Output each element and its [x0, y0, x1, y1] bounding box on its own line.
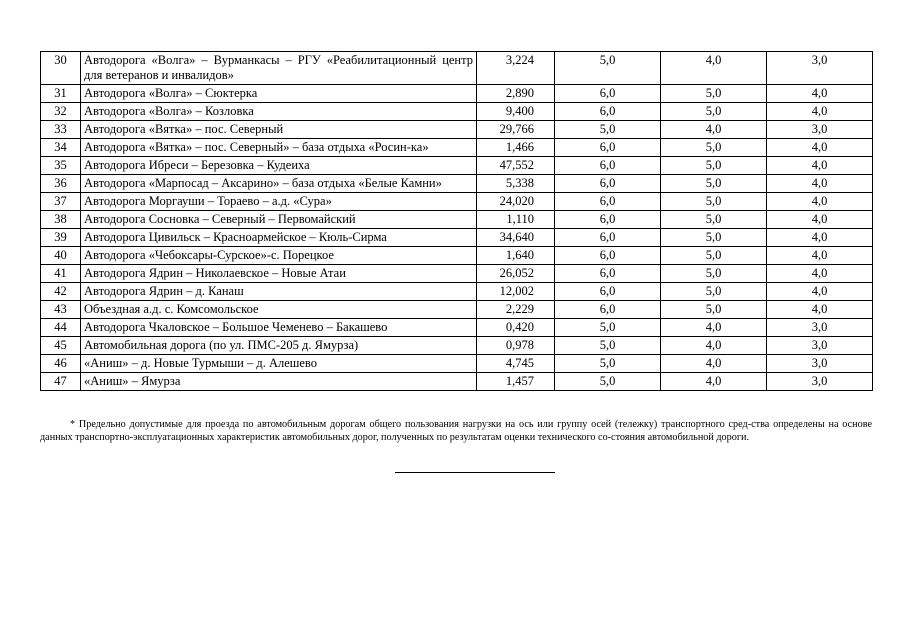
load-value-cell-3: 3,0	[767, 319, 873, 337]
load-value-cell-2: 5,0	[661, 247, 767, 265]
table-row	[41, 247, 873, 265]
road-name-cell: Автодорога «Вятка» – пос. Северный	[81, 121, 477, 139]
load-value-cell-1: 5,0	[555, 52, 661, 85]
table-row	[41, 337, 873, 355]
row-number-cell: 33	[41, 121, 81, 139]
road-length-cell: 24,020	[477, 193, 555, 211]
load-value-cell-2: 5,0	[661, 85, 767, 103]
footnote: * Предельно допустимые для проезда по автомобильным дорогам общего пользования нагрузки на ось или группу осей (тележку) транспортного сред-ства определены на основе данных транспортно-эксплуатационных характеристик автомобильных дорог, полученных по результатам оценки технического со-стояния автомобильной дороги.	[40, 419, 872, 443]
load-value-cell-2: 4,0	[661, 355, 767, 373]
load-value-cell-2: 4,0	[661, 121, 767, 139]
road-length-cell: 5,338	[477, 175, 555, 193]
table-row	[41, 229, 873, 247]
load-value-cell-3: 3,0	[767, 337, 873, 355]
load-value-cell-1: 6,0	[555, 139, 661, 157]
load-value-cell-2: 5,0	[661, 211, 767, 229]
load-value-cell-2: 5,0	[661, 157, 767, 175]
table-row	[41, 301, 873, 319]
table-row	[41, 355, 873, 373]
road-length-cell: 1,640	[477, 247, 555, 265]
load-value-cell-2: 5,0	[661, 283, 767, 301]
row-number-cell: 36	[41, 175, 81, 193]
road-length-cell: 29,766	[477, 121, 555, 139]
row-number-cell: 38	[41, 211, 81, 229]
road-name-cell: Автодорога Моргауши – Тораево – а.д. «Сура»	[81, 193, 477, 211]
table-row	[41, 103, 873, 121]
road-name-cell: Автодорога Ядрин – д. Канаш	[81, 283, 477, 301]
road-length-cell: 47,552	[477, 157, 555, 175]
load-value-cell-2: 4,0	[661, 52, 767, 85]
road-length-cell: 2,890	[477, 85, 555, 103]
load-value-cell-3: 4,0	[767, 157, 873, 175]
row-number-cell: 47	[41, 373, 81, 391]
load-value-cell-3: 4,0	[767, 211, 873, 229]
load-value-cell-1: 5,0	[555, 319, 661, 337]
load-value-cell-2: 5,0	[661, 229, 767, 247]
load-value-cell-3: 4,0	[767, 103, 873, 121]
row-number-cell: 43	[41, 301, 81, 319]
row-number-cell: 32	[41, 103, 81, 121]
road-length-cell: 2,229	[477, 301, 555, 319]
load-value-cell-1: 6,0	[555, 283, 661, 301]
roads-table-body	[41, 52, 873, 391]
road-length-cell: 12,002	[477, 283, 555, 301]
load-value-cell-3: 4,0	[767, 139, 873, 157]
table-row	[41, 373, 873, 391]
row-number-cell: 35	[41, 157, 81, 175]
load-value-cell-3: 4,0	[767, 193, 873, 211]
load-value-cell-3: 4,0	[767, 265, 873, 283]
roads-table	[40, 51, 873, 391]
road-name-cell: Автомобильная дорога (по ул. ПМС-205 д. Ямурза)	[81, 337, 477, 355]
load-value-cell-1: 6,0	[555, 193, 661, 211]
load-value-cell-2: 4,0	[661, 319, 767, 337]
road-name-cell: Автодорога «Чебоксары-Сурское»-с. Порецкое	[81, 247, 477, 265]
road-name-cell: Автодорога Ядрин – Николаевское – Новые Атаи	[81, 265, 477, 283]
row-number-cell: 45	[41, 337, 81, 355]
load-value-cell-2: 5,0	[661, 175, 767, 193]
table-row	[41, 319, 873, 337]
row-number-cell: 46	[41, 355, 81, 373]
table-row	[41, 265, 873, 283]
load-value-cell-3: 3,0	[767, 52, 873, 85]
road-name-cell: Автодорога Ибреси – Березовка – Кудеиха	[81, 157, 477, 175]
load-value-cell-3: 3,0	[767, 373, 873, 391]
load-value-cell-1: 6,0	[555, 157, 661, 175]
row-number-cell: 44	[41, 319, 81, 337]
row-number-cell: 39	[41, 229, 81, 247]
road-name-cell: Автодорога «Волга» – Вурманкасы – РГУ «Реабилитационный центр для ветеранов и инвалидов»	[81, 52, 477, 85]
load-value-cell-1: 6,0	[555, 85, 661, 103]
load-value-cell-3: 4,0	[767, 175, 873, 193]
load-value-cell-1: 5,0	[555, 337, 661, 355]
table-row	[41, 283, 873, 301]
road-name-cell: «Аниш» – д. Новые Турмыши – д. Алешево	[81, 355, 477, 373]
load-value-cell-1: 6,0	[555, 301, 661, 319]
load-value-cell-3: 4,0	[767, 283, 873, 301]
load-value-cell-1: 6,0	[555, 229, 661, 247]
road-length-cell: 1,466	[477, 139, 555, 157]
row-number-cell: 37	[41, 193, 81, 211]
load-value-cell-3: 4,0	[767, 301, 873, 319]
load-value-cell-2: 4,0	[661, 373, 767, 391]
load-value-cell-1: 6,0	[555, 211, 661, 229]
road-length-cell: 3,224	[477, 52, 555, 85]
load-value-cell-1: 6,0	[555, 265, 661, 283]
load-value-cell-1: 5,0	[555, 355, 661, 373]
row-number-cell: 40	[41, 247, 81, 265]
table-row	[41, 121, 873, 139]
load-value-cell-3: 4,0	[767, 85, 873, 103]
road-length-cell: 0,978	[477, 337, 555, 355]
load-value-cell-2: 5,0	[661, 265, 767, 283]
load-value-cell-1: 5,0	[555, 373, 661, 391]
road-length-cell: 26,052	[477, 265, 555, 283]
road-length-cell: 4,745	[477, 355, 555, 373]
road-name-cell: Автодорога «Марпосад – Аксарино» – база отдыха «Белые Камни»	[81, 175, 477, 193]
road-length-cell: 1,457	[477, 373, 555, 391]
row-number-cell: 31	[41, 85, 81, 103]
load-value-cell-2: 5,0	[661, 139, 767, 157]
load-value-cell-3: 3,0	[767, 355, 873, 373]
table-row	[41, 211, 873, 229]
row-number-cell: 30	[41, 52, 81, 85]
road-name-cell: Объездная а.д. с. Комсомольское	[81, 301, 477, 319]
load-value-cell-2: 4,0	[661, 337, 767, 355]
road-length-cell: 1,110	[477, 211, 555, 229]
table-row	[41, 157, 873, 175]
load-value-cell-1: 6,0	[555, 103, 661, 121]
row-number-cell: 41	[41, 265, 81, 283]
load-value-cell-1: 5,0	[555, 121, 661, 139]
load-value-cell-1: 6,0	[555, 247, 661, 265]
road-name-cell: Автодорога «Волга» – Козловка	[81, 103, 477, 121]
road-name-cell: Автодорога «Волга» – Сюктерка	[81, 85, 477, 103]
row-number-cell: 42	[41, 283, 81, 301]
road-name-cell: «Аниш» – Ямурза	[81, 373, 477, 391]
load-value-cell-2: 5,0	[661, 103, 767, 121]
road-name-cell: Автодорога Цивильск – Красноармейское – Кюль-Сирма	[81, 229, 477, 247]
load-value-cell-3: 4,0	[767, 229, 873, 247]
table-row	[41, 85, 873, 103]
load-value-cell-1: 6,0	[555, 175, 661, 193]
road-length-cell: 34,640	[477, 229, 555, 247]
table-row	[41, 193, 873, 211]
road-name-cell: Автодорога Чкаловское – Большое Чеменево – Бакашево	[81, 319, 477, 337]
table-row	[41, 175, 873, 193]
road-length-cell: 0,420	[477, 319, 555, 337]
load-value-cell-2: 5,0	[661, 193, 767, 211]
road-name-cell: Автодорога «Вятка» – пос. Северный» – база отдыха «Росин-ка»	[81, 139, 477, 157]
load-value-cell-3: 4,0	[767, 247, 873, 265]
row-number-cell: 34	[41, 139, 81, 157]
load-value-cell-2: 5,0	[661, 301, 767, 319]
load-value-cell-3: 3,0	[767, 121, 873, 139]
road-length-cell: 9,400	[477, 103, 555, 121]
table-row	[41, 52, 873, 85]
road-name-cell: Автодорога Сосновка – Северный – Первомайский	[81, 211, 477, 229]
table-row	[41, 139, 873, 157]
separator-line	[395, 472, 555, 473]
